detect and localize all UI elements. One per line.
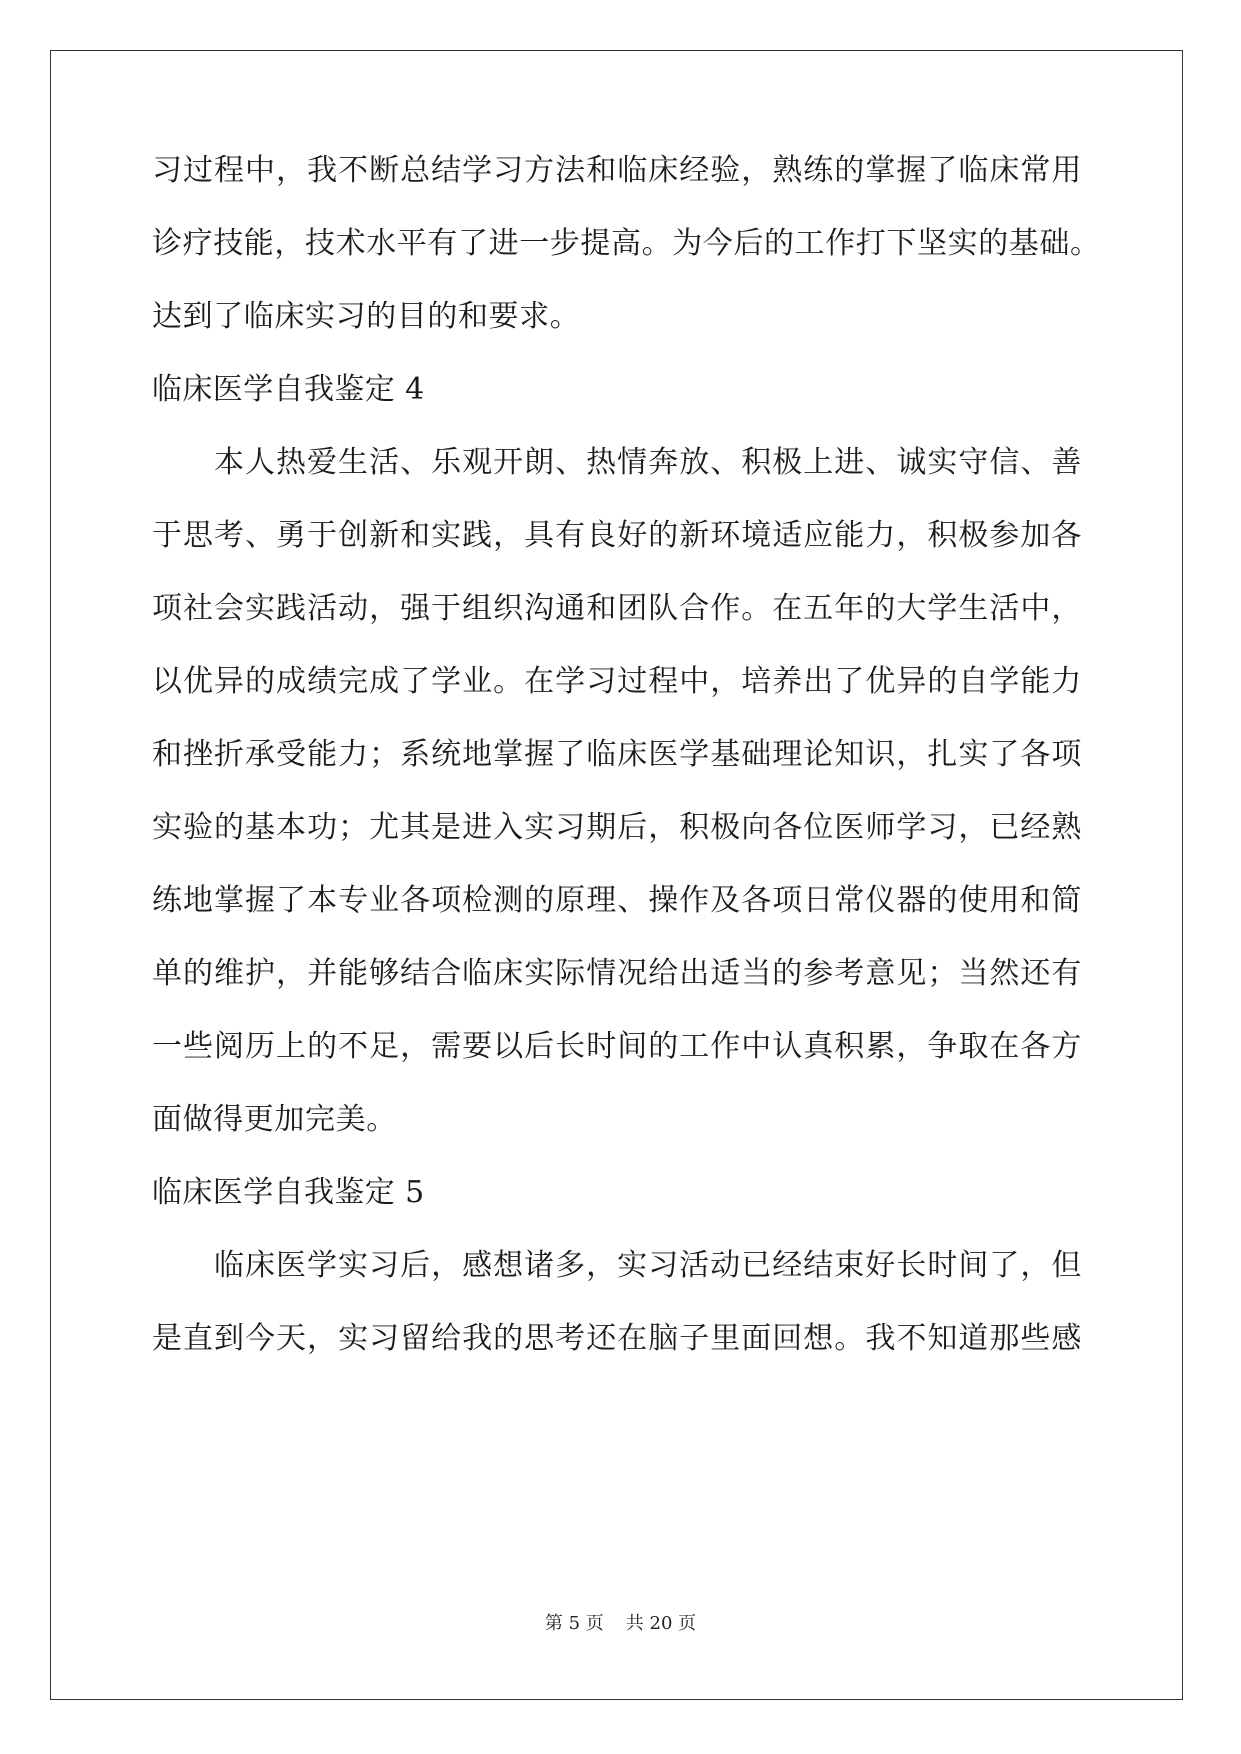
- paragraph-line: 以优异的成绩完成了学业。在学习过程中，培养出了优异的自学能力: [152, 664, 1082, 699]
- paragraph-line: 实验的基本功；尤其是进入实习期后，积极向各位医师学习，已经熟: [152, 810, 1082, 845]
- paragraph-line: 项社会实践活动，强于组织沟通和团队合作。在五年的大学生活中，: [152, 591, 1082, 626]
- page-total: 共 20 页: [625, 1613, 697, 1634]
- paragraph-line: 练地掌握了本专业各项检测的原理、操作及各项日常仪器的使用和简: [152, 883, 1082, 918]
- paragraph-line: 于思考、勇于创新和实践，具有良好的新环境适应能力，积极参加各: [152, 518, 1082, 553]
- paragraph-line: 和挫折承受能力；系统地掌握了临床医学基础理论知识，扎实了各项: [152, 737, 1082, 772]
- paragraph-line: 诊疗技能，技术水平有了进一步提高。为今后的工作打下坚实的基础。: [152, 226, 1101, 261]
- section-heading: 临床医学自我鉴定 4: [152, 372, 425, 407]
- page-number: 第 5 页: [544, 1613, 604, 1634]
- paragraph-line: 一些阅历上的不足，需要以后长时间的工作中认真积累，争取在各方: [152, 1029, 1082, 1064]
- page-footer: [0, 1612, 1241, 1636]
- paragraph-line: 面做得更加完美。: [152, 1102, 397, 1137]
- paragraph-line: 单的维护，并能够结合临床实际情况给出适当的参考意见；当然还有: [152, 956, 1082, 991]
- paragraph-line: 达到了临床实习的目的和要求。: [152, 299, 581, 334]
- paragraph-line: 本人热爱生活、乐观开朗、热情奔放、积极上进、诚实守信、善: [214, 445, 1082, 480]
- paragraph-line: 习过程中，我不断总结学习方法和临床经验，熟练的掌握了临床常用: [152, 153, 1082, 188]
- paragraph-line: 临床医学实习后，感想诸多，实习活动已经结束好长时间了，但: [214, 1248, 1082, 1283]
- section-heading: 临床医学自我鉴定 5: [152, 1175, 425, 1210]
- paragraph-line: 是直到今天，实习留给我的思考还在脑子里面回想。我不知道那些感: [152, 1321, 1082, 1356]
